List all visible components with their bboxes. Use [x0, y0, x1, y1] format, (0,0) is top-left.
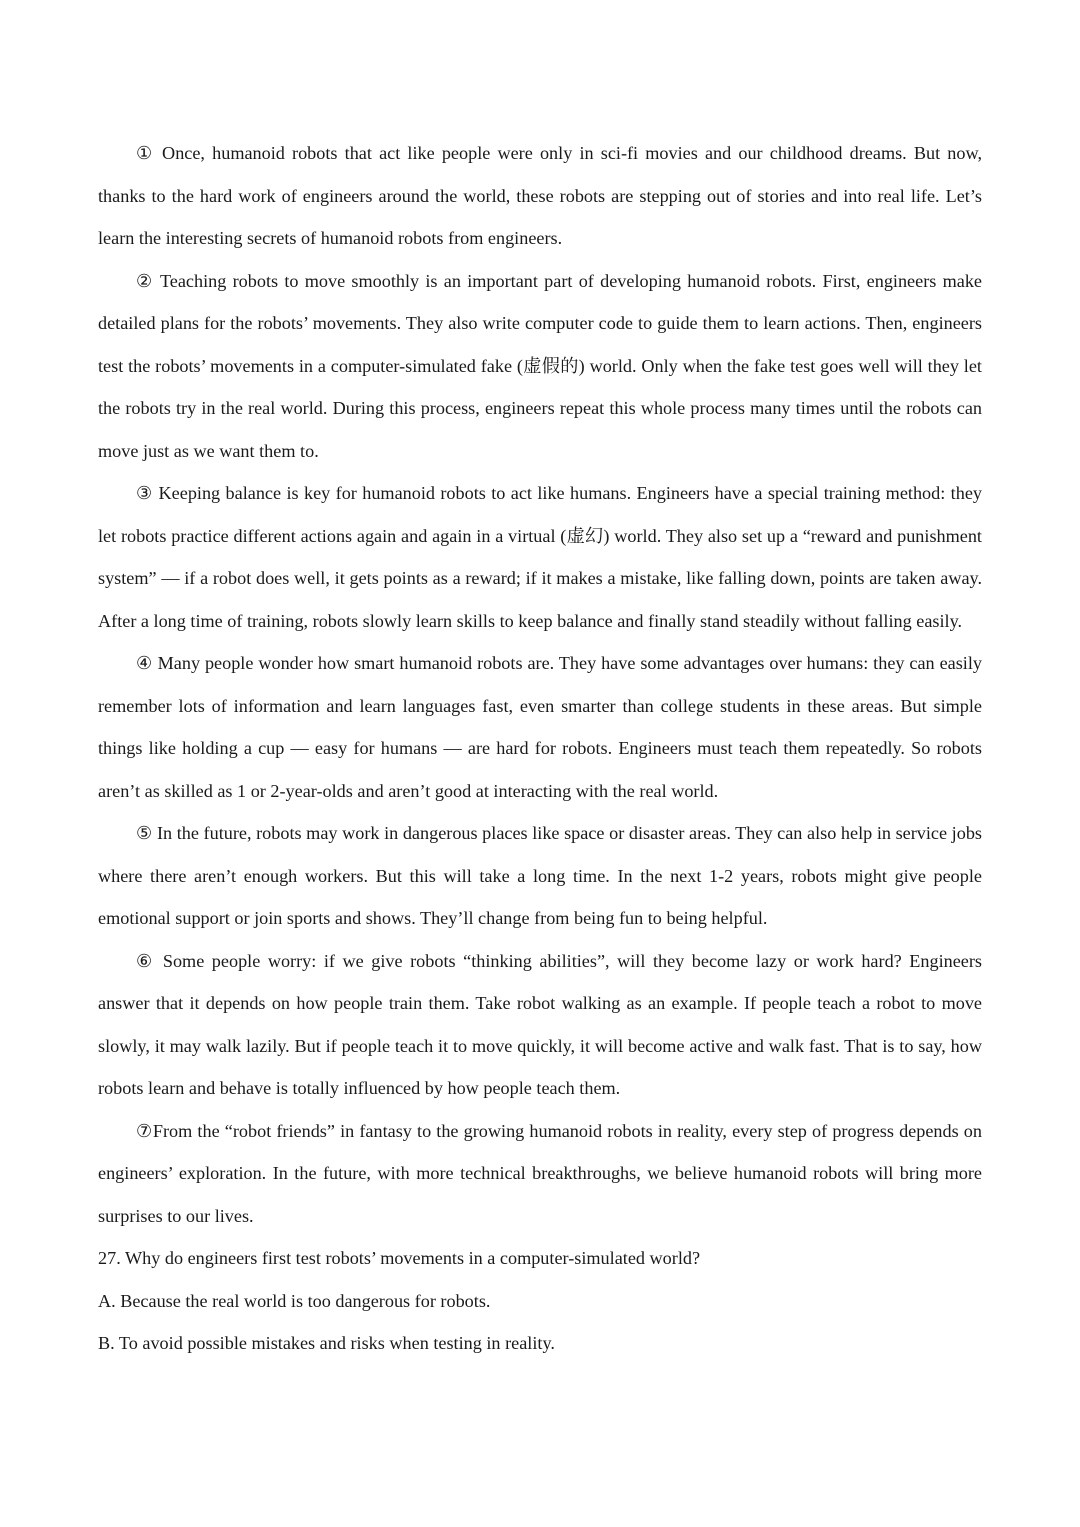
document-page	[98, 132, 982, 1365]
paragraph-3: ③ Keeping balance is key for humanoid robots to act like humans. Engineers have a special training method: they let robots practice different actions again and again in a virtual (虚幻) world. They also set up a “reward and punishment system” — if a robot does well, it gets points as a reward; if it makes a mistake, like falling down, points are taken away. After a long time of training, robots slowly learn skills to keep balance and finally stand steadily without falling easily.	[98, 483, 982, 631]
paragraph-6: ⑥ Some people worry: if we give robots “thinking abilities”, will they become lazy or work hard? Engineers answer that it depends on how people train them. Take robot walking as an example. If people teach a robot to move slowly, it may walk lazily. But if people teach it to move quickly, it will become active and walk fast. That is to say, how robots learn and behave is totally influenced by how people teach them.	[98, 950, 982, 1098]
paragraph-7: ⑦From the “robot friends” in fantasy to the growing humanoid robots in reality, every step of progress depends on engineers’ exploration. In the future, with more technical breakthroughs, we believe humanoid robots will bring more surprises to our lives.	[98, 1120, 982, 1226]
paragraph-2: ② Teaching robots to move smoothly is an important part of developing humanoid robots. First, engineers make detailed plans for the robots’ movements. They also write computer code to guide them to learn actions. Then, engineers test the robots’ movements in a computer-simulated fake (虚假的) world. Only when the fake test goes well will they let the robots try in the real world. During this process, engineers repeat this whole process many times until the robots can move just as we want them to.	[98, 270, 982, 461]
paragraph-1: ① Once, humanoid robots that act like people were only in sci-fi movies and our childhood dreams. But now, thanks to the hard work of engineers around the world, these robots are stepping out of stories and into real life. Let’s learn the interesting secrets of humanoid robots from engineers.	[98, 143, 982, 248]
option-b: B. To avoid possible mistakes and risks when testing in reality.	[98, 1333, 555, 1353]
paragraph-5: ⑤ In the future, robots may work in dangerous places like space or disaster areas. They can also help in service jobs where there aren’t enough workers. But this will take a long time. In the next 1-2 years, robots might give people emotional support or join sports and shows. They’ll change from being fun to being helpful.	[98, 823, 982, 928]
option-a: A. Because the real world is too dangerous for robots.	[98, 1290, 491, 1311]
question-stem: 27. Why do engineers first test robots’ movements in a computer-simulated world?	[98, 1248, 701, 1268]
paragraph-4: ④ Many people wonder how smart humanoid robots are. They have some advantages over humans: they can easily remember lots of information and learn languages fast, even smarter than college students in these areas. But simple things like holding a cup — easy for humans — are hard for robots. Engineers must teach them repeatedly. So robots aren’t as skilled as 1 or 2-year-olds and aren’t good at interacting with the real world.	[98, 653, 982, 801]
